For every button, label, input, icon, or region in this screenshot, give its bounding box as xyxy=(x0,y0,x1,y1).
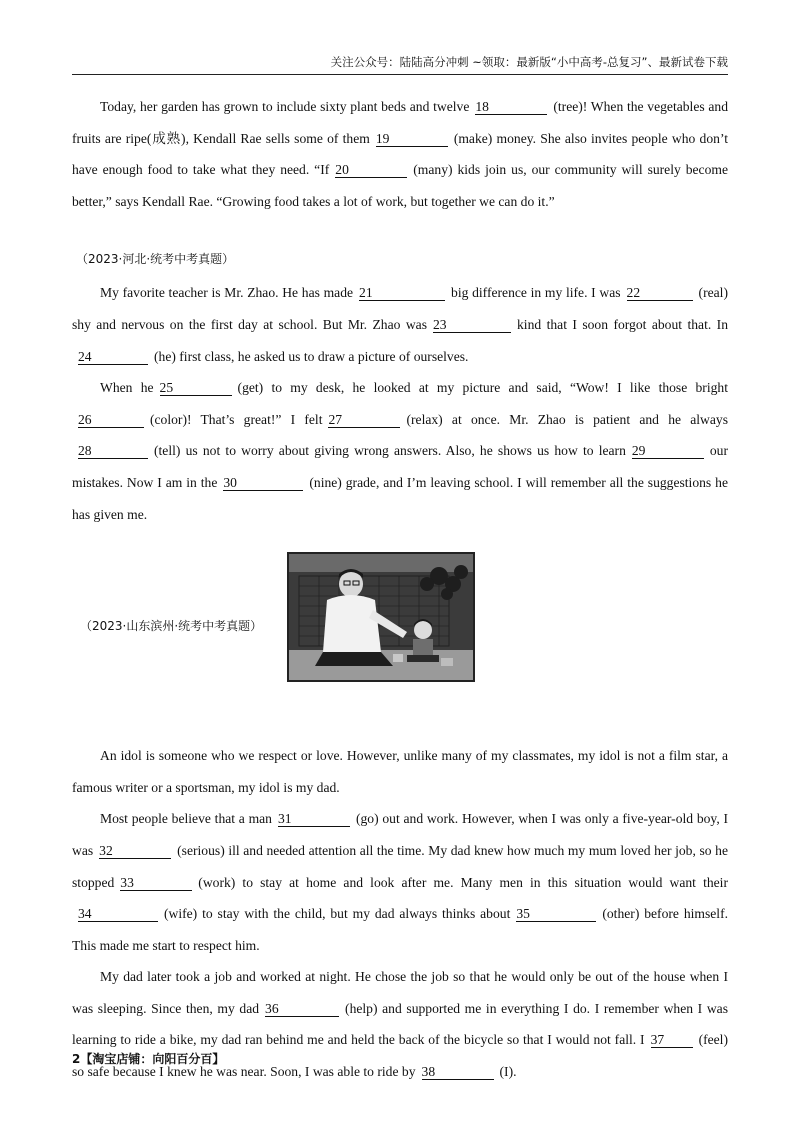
text-segment: (serious) ill and needed attention all the time. My dad knew how much my mum loved her job, so he stopped xyxy=(72,842,728,890)
page-footer xyxy=(72,1050,224,1067)
blank-27[interactable]: 27 xyxy=(328,412,400,428)
blank-38[interactable]: 38 xyxy=(422,1064,494,1080)
blank-34[interactable]: 34 xyxy=(78,906,158,922)
blank-21[interactable]: 21 xyxy=(359,285,445,301)
text-segment: Today, her garden has grown to include sixty plant beds and twelve xyxy=(100,99,470,114)
text-segment: (other) before himself. This made me start to respect him. xyxy=(72,906,729,953)
source-label-hebei: （2023·河北·统考中考真题） xyxy=(76,252,235,267)
text-segment: (feel) so safe because I knew he was near. Soon, I was able to ride by xyxy=(72,1032,728,1080)
page-header xyxy=(72,54,728,75)
blank-36[interactable]: 36 xyxy=(265,1001,339,1017)
text-segment: (tell) us not to worry about giving wrong answers. Also, he shows us how to learn xyxy=(154,443,626,459)
blank-22[interactable]: 22 xyxy=(627,285,693,301)
passage3-paragraph-2 xyxy=(72,803,728,961)
blank-18[interactable]: 18 xyxy=(475,99,547,115)
blank-33[interactable]: 33 xyxy=(120,875,192,891)
source-label-binzhou: （2023·山东滨州·统考中考真题） xyxy=(80,619,263,634)
blank-23[interactable]: 23 xyxy=(433,317,511,333)
blank-28[interactable]: 28 xyxy=(78,443,148,459)
passage1-paragraph xyxy=(72,91,728,217)
text-segment: An idol is someone who we respect or love. However, unlike many of my classmates, my idol is not a film star, a famous writer or a sportsman, my idol is my dad. xyxy=(72,748,728,795)
passage2-paragraph-1 xyxy=(72,277,728,372)
blank-31[interactable]: 31 xyxy=(278,811,350,827)
text-segment: (he) first class, he asked us to draw a picture of ourselves. xyxy=(154,348,469,364)
text-segment: When he xyxy=(100,380,154,396)
blank-35[interactable]: 35 xyxy=(516,906,596,922)
page-content xyxy=(72,91,728,1088)
blank-19[interactable]: 19 xyxy=(376,131,448,147)
footer-text: 2【淘宝店铺：向阳百分百】 xyxy=(72,1052,225,1066)
text-segment: (get) to my desk, he looked at my picture and said, “Wow! I like those bright xyxy=(237,380,728,396)
passage3-paragraph-1 xyxy=(72,740,728,803)
blank-29[interactable]: 29 xyxy=(632,443,704,459)
text-segment: big difference in my life. I was xyxy=(451,285,621,301)
text-segment: Most people believe that a man xyxy=(100,811,272,827)
illustration-father-and-son xyxy=(287,552,475,682)
blank-32[interactable]: 32 xyxy=(99,843,171,859)
text-segment: My favorite teacher is Mr. Zhao. He has made xyxy=(100,285,354,301)
passage3-paragraph-3 xyxy=(72,961,728,1087)
text-segment: (wife) to stay with the child, but my dad always thinks about xyxy=(164,906,511,922)
text-segment: (help) and supported me in everything I do. I remember when I was learning to ride a bike, my dad ran behind me and held the back of the bicycle so that I would not fall. I xyxy=(72,1000,728,1048)
text-segment: kind that I soon forgot about that. In xyxy=(517,316,728,332)
text-segment: (nine) grade, and I’m leaving school. I will remember all the suggestions he has given me. xyxy=(72,474,728,522)
blank-25[interactable]: 25 xyxy=(160,380,232,396)
text-segment: (real) shy and nervous on the first day at school. But Mr. Zhao was xyxy=(72,285,728,332)
blank-26[interactable]: 26 xyxy=(78,412,144,428)
passage2-paragraph-2 xyxy=(72,372,728,530)
blank-20[interactable]: 20 xyxy=(335,162,407,178)
blank-24[interactable]: 24 xyxy=(78,349,148,365)
figure-row xyxy=(72,552,728,715)
blank-30[interactable]: 30 xyxy=(223,475,303,491)
header-text: 关注公众号：陆陆高分冲刺 ~领取：最新版“小中高考-总复习”、最新试卷下载 xyxy=(330,55,728,69)
text-segment: My dad later took a job and worked at night. He chose the job so that he would only be out of the house when I was sleeping. Since then, my dad xyxy=(72,969,728,1016)
text-segment: (go) out and work. However, when I was only a five-year-old boy, I was xyxy=(72,811,728,858)
text-segment: (make) money. She also invites people who don’t have enough food to take what they need. “If xyxy=(72,130,728,178)
blank-37[interactable]: 37 xyxy=(651,1032,693,1048)
text-segment: our mistakes. Now I am in the xyxy=(72,443,728,490)
text-segment: (I). xyxy=(499,1064,517,1080)
text-segment: (tree)! When the vegetables and fruits are ripe(成熟), Kendall Rae sells some of them xyxy=(72,99,728,146)
text-segment: (work) to stay at home and look after me. Many men in this situation would want their xyxy=(198,874,728,890)
text-segment: (color)! That’s great!” I felt xyxy=(150,411,323,427)
text-segment: (many) kids join us, our community will surely become better,” says Kendall Rae. “Growing food takes a lot of work, but together we can do it.” xyxy=(72,162,728,209)
text-segment: (relax) at once. Mr. Zhao is patient and he always xyxy=(406,411,728,427)
